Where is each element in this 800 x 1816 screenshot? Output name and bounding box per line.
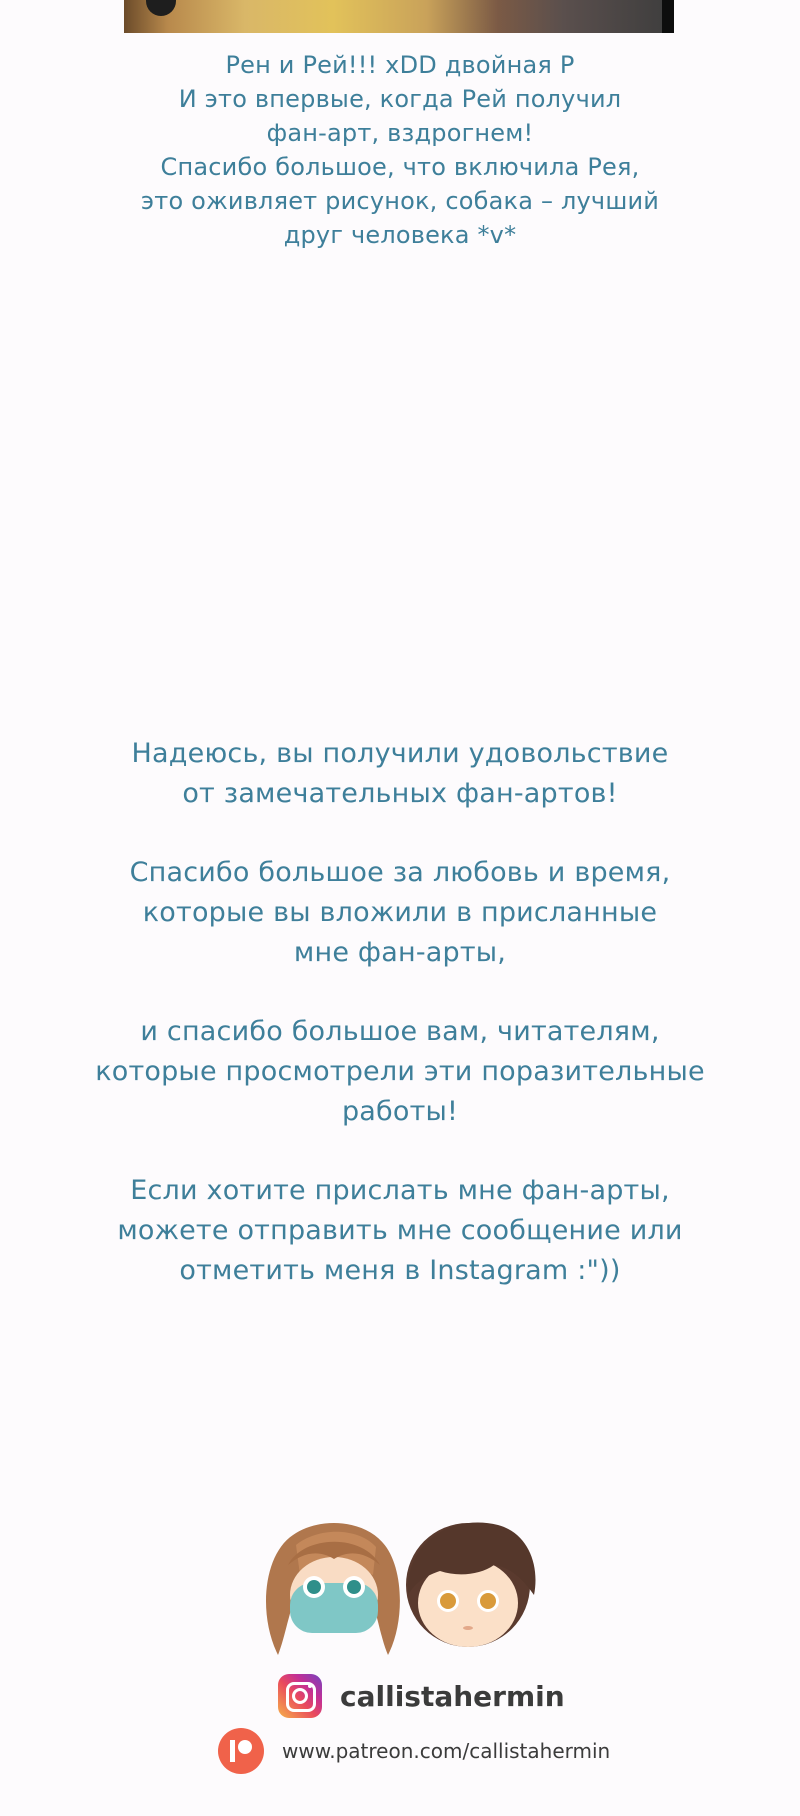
image-corner-badge — [146, 0, 176, 16]
girl-avatar — [266, 1523, 400, 1655]
paragraph-gap — [0, 814, 800, 853]
closing-line: которые вы вложили в присланные — [142, 897, 658, 928]
closing-line: от замечательных фан-артов! — [182, 778, 618, 809]
boy-avatar — [406, 1522, 536, 1647]
author-avatars — [258, 1505, 560, 1665]
instagram-icon — [278, 1674, 322, 1718]
caption-line: Рен и Рей!!! xDD двойная Р — [225, 51, 575, 79]
instagram-handle[interactable]: callistahermin — [340, 1679, 565, 1713]
paragraph-gap — [0, 1132, 800, 1171]
closing-line: можете отправить мне сообщение или — [117, 1215, 683, 1246]
caption-line: И это впервые, когда Рей получил — [178, 85, 622, 113]
patreon-link[interactable] — [218, 1728, 610, 1774]
closing-line: работы! — [341, 1096, 459, 1127]
instagram-link[interactable] — [278, 1674, 565, 1718]
paragraph-gap — [0, 973, 800, 1012]
image-dark-edge — [662, 0, 674, 33]
caption-line: фан-арт, вздрогнем! — [266, 119, 534, 147]
caption-line: это оживляет рисунок, собака – лучший — [140, 187, 660, 215]
closing-line: отметить меня в Instagram :")) — [179, 1255, 621, 1286]
closing-line: которые просмотрели эти поразительные — [95, 1056, 705, 1087]
closing-line: Спасибо большое за любовь и время, — [129, 857, 671, 888]
patreon-icon — [218, 1728, 264, 1774]
caption-line: Спасибо большое, что включила Рея, — [160, 153, 640, 181]
closing-line: и спасибо большое вам, читателям, — [140, 1016, 660, 1047]
fanart-caption — [0, 48, 800, 252]
closing-line: Надеюсь, вы получили удовольствие — [131, 738, 669, 769]
closing-line: Если хотите прислать мне фан-арты, — [130, 1175, 670, 1206]
patreon-url[interactable]: www.patreon.com/callistahermin — [282, 1739, 611, 1763]
closing-line: мне фан-арты, — [293, 937, 507, 968]
caption-line: друг человека *v* — [283, 221, 517, 249]
fanart-image-bottom-edge — [124, 0, 674, 33]
closing-message — [0, 734, 800, 1291]
